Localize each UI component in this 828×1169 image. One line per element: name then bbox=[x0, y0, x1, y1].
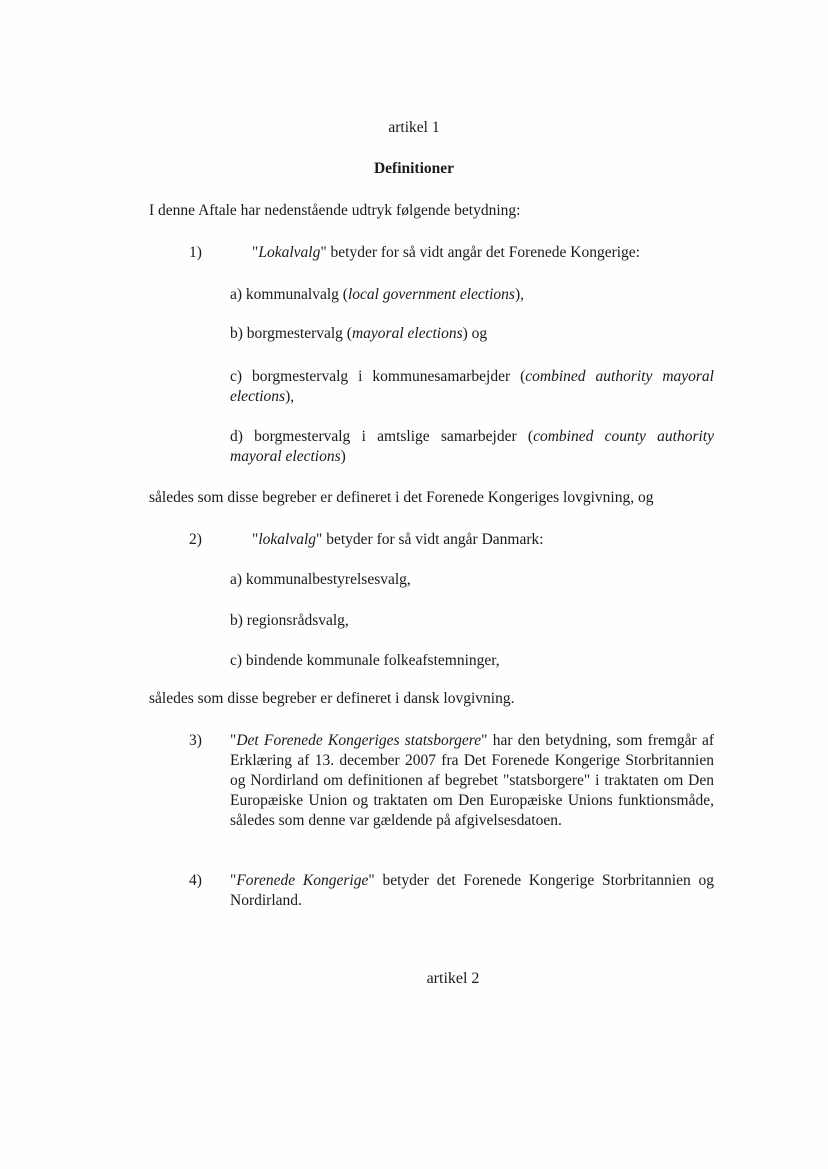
definition-1-item-c-line2: elections), bbox=[230, 388, 295, 405]
article-1-label: artikel 1 bbox=[388, 119, 440, 136]
definition-1-item-a: a) kommunalvalg (local government elections), bbox=[230, 286, 525, 303]
definition-1-number: 1) bbox=[189, 244, 202, 261]
definition-2-term: lokalvalg bbox=[258, 531, 317, 548]
definition-1-term: Lokalvalg bbox=[258, 244, 321, 261]
article-2-label: artikel 2 bbox=[426, 970, 480, 987]
definition-3-text: "Det Forenede Kongeriges statsborgere" har den betydning, som fremgår af Erklæring af 13. december 2007 fra Det Forenede Kongerige Storbritannien og Nordirland om definitionen af begrebet "statsborgere" i traktaten om Den Europæiske Union og traktaten om Den Europæiske Unions funktionsmåde, således som denne var gældende på afgivelsesdatoen. bbox=[230, 732, 715, 829]
definition-3-term: Det Forenede Kongeriges statsborgere bbox=[236, 732, 482, 749]
definition-2-item-b: b) regionsrådsvalg, bbox=[230, 612, 349, 629]
intro-paragraph: I denne Aftale har nedenstående udtryk følgende betydning: bbox=[149, 202, 521, 219]
definition-2-closing: således som disse begreber er defineret i dansk lovgivning. bbox=[149, 690, 515, 707]
definition-2-item-a: a) kommunalbestyrelsesvalg, bbox=[230, 571, 411, 588]
definition-2-item-c: c) bindende kommunale folkeafstemninger, bbox=[230, 652, 500, 669]
definition-1-text: "Lokalvalg" betyder for så vidt angår det Forenede Kongerige: bbox=[252, 244, 640, 261]
definition-1-item-c-line1: c) borgmestervalg i kommunesamarbejder (combined authority mayoral bbox=[230, 368, 714, 385]
definition-4-text: "Forenede Kongerige" betyder det Forenede Kongerige Storbritannien og Nordirland. bbox=[230, 872, 715, 909]
definition-1-item-b: b) borgmestervalg (mayoral elections) og bbox=[230, 325, 488, 342]
definition-1-item-d-line2: mayoral elections) bbox=[230, 448, 346, 465]
definition-4-number: 4) bbox=[189, 872, 202, 889]
definition-2-text: "lokalvalg" betyder for så vidt angår Danmark: bbox=[252, 531, 544, 548]
article-1-title: Definitioner bbox=[373, 160, 455, 177]
definition-1-item-d-line1: d) borgmestervalg i amtslige samarbejder (combined county authority bbox=[230, 428, 714, 445]
definition-3-number: 3) bbox=[189, 732, 202, 749]
definition-2-number: 2) bbox=[189, 531, 202, 548]
definition-4-term: Forenede Kongerige bbox=[236, 872, 369, 889]
definition-1-closing: således som disse begreber er defineret i det Forenede Kongeriges lovgivning, og bbox=[149, 489, 654, 506]
